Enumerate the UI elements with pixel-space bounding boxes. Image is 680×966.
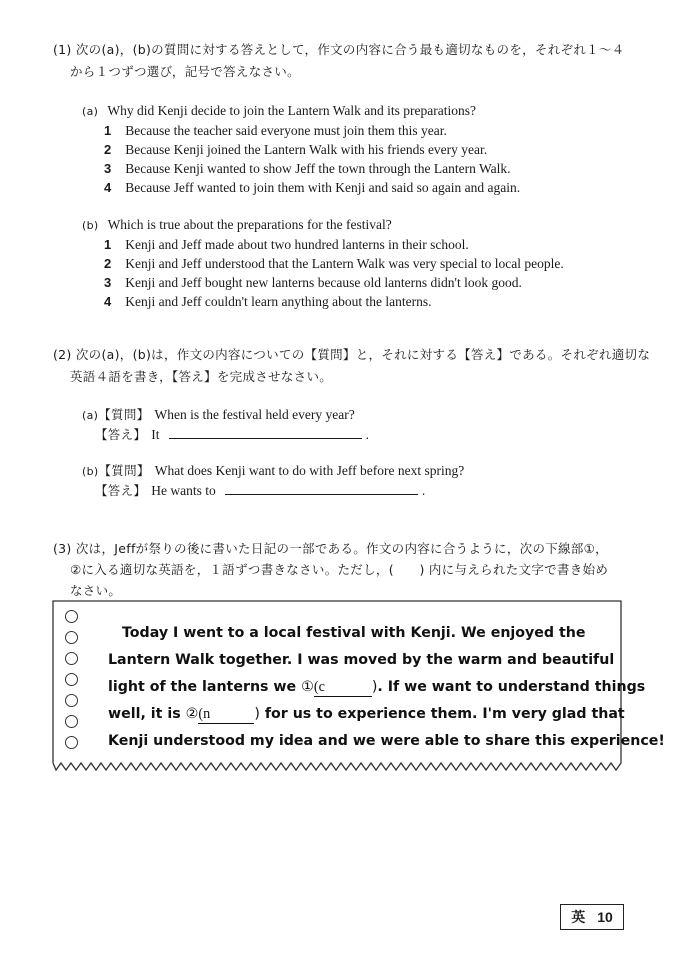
- q1b-choice-1: [104, 234, 469, 253]
- choice-text: Because Kenji joined the Lantern Walk with his friends every year.: [125, 142, 488, 157]
- q2a-label: (a): [82, 409, 99, 422]
- binder-ring-icon: [65, 652, 78, 665]
- q2b-answer-tag: 【答え】: [95, 483, 147, 498]
- diary-line-4-end: for us to experience them. I'm very glad that: [259, 706, 625, 722]
- q2b-answer-blank[interactable]: [225, 481, 418, 495]
- q1a-question-row: [82, 100, 476, 119]
- choice-number: 3: [104, 161, 112, 176]
- q2b-label: (b): [82, 465, 99, 478]
- diary-line-4: [108, 706, 625, 724]
- choice-text: Kenji and Jeff made about two hundred lanterns in their school.: [125, 237, 469, 252]
- q2a-answer-blank[interactable]: [169, 425, 362, 439]
- binder-ring-icon: [65, 610, 78, 623]
- q2b-question-row: [82, 460, 464, 479]
- choice-text: Kenji and Jeff bought new lanterns because old lanterns didn't look good.: [125, 275, 522, 290]
- q1a-choice-4: [104, 177, 520, 196]
- blank2-field[interactable]: [198, 706, 254, 724]
- q1a-choice-3: [104, 158, 511, 177]
- q2b-answer-start: He wants to: [151, 483, 216, 498]
- q1b-choice-2: [104, 253, 564, 272]
- q1b-label: (b): [82, 219, 99, 232]
- binder-ring-icon: [65, 736, 78, 749]
- choice-text: Because Kenji wanted to show Jeff the town through the Lantern Walk.: [125, 161, 511, 176]
- page-number: 10: [597, 909, 613, 925]
- q2-intro-line1: (2) 次の(a)，(b)は，作文の内容についての【質問】と，それに対する【答え】である。それぞれ適切な: [53, 347, 651, 362]
- blank1-close: ): [371, 679, 378, 695]
- q2a-question-row: [82, 404, 355, 423]
- q2a-question-tag: 【質問】: [98, 407, 150, 422]
- diary-line-1: Today I went to a local festival with Kenji. We enjoyed the: [122, 625, 586, 641]
- binder-ring-icon: [65, 715, 78, 728]
- choice-text: Kenji and Jeff understood that the Lantern Walk was very special to local people.: [125, 256, 564, 271]
- choice-text: Kenji and Jeff couldn't learn anything about the lanterns.: [125, 294, 432, 309]
- choice-number: 1: [104, 237, 112, 252]
- q2b-question-tag: 【質問】: [98, 463, 150, 478]
- blank1-letter: (c: [313, 679, 325, 695]
- choice-number: 2: [104, 142, 112, 157]
- choice-text: Because Jeff wanted to join them with Kenji and said so again and again.: [125, 180, 521, 195]
- diary-line-4-start: well, it is: [108, 706, 186, 722]
- diary-line-5: Kenji understood my idea and we were able to share this experience!: [108, 733, 665, 749]
- q2b-question: What does Kenji want to do with Jeff before next spring?: [154, 463, 465, 478]
- q3-intro-line3: なさい。: [70, 583, 122, 598]
- page-number-box: [560, 904, 624, 930]
- blank2-letter: (n: [198, 706, 211, 722]
- q2a-answer-tag: 【答え】: [95, 427, 147, 442]
- q1a-choice-1: [104, 120, 447, 139]
- q3-intro-line2: ②に入る適切な英語を，１語ずつ書きなさい。ただし，( ) 内に与えられた文字で書き始め: [70, 562, 609, 577]
- q3-intro-line1: (3) 次は，Jeffが祭りの後に書いた日記の一部である。作文の内容に合うように，次の下線部①，: [53, 541, 608, 556]
- q1-intro-line1: (1) 次の(a)，(b)の質問に対する答えとして，作文の内容に合う最も適切なものを，それぞれ１～４: [53, 42, 625, 57]
- subject-label: 英: [571, 910, 586, 926]
- q1b-choice-4: [104, 291, 431, 310]
- diary-line-3-start: light of the lanterns we: [108, 679, 302, 695]
- q1-intro-line2: から１つずつ選び，記号で答えなさい。: [70, 64, 300, 79]
- blank1-marker: ①: [301, 679, 314, 695]
- diary-line-3-end: . If we want to understand things: [377, 679, 646, 695]
- blank1-field[interactable]: [314, 679, 372, 697]
- blank2-marker: ②: [185, 706, 199, 722]
- q1b-choice-3: [104, 272, 522, 291]
- q2-intro-line2: 英語４語を書き，【答え】を完成させなさい。: [70, 369, 333, 384]
- choice-number: 3: [104, 275, 112, 290]
- choice-text: Because the teacher said everyone must join them this year.: [125, 123, 447, 138]
- q1a-label: (a): [82, 105, 99, 118]
- q1b-question: Which is true about the preparations for the festival?: [107, 217, 392, 232]
- choice-number: 4: [104, 294, 112, 309]
- diary-line-2: Lantern Walk together. I was moved by the warm and beautiful: [108, 652, 615, 668]
- choice-number: 1: [104, 123, 112, 138]
- choice-number: 2: [104, 256, 112, 271]
- q2b-answer-row: [95, 480, 425, 499]
- q2a-period: .: [365, 427, 370, 442]
- binder-ring-icon: [65, 631, 78, 644]
- q2a-answer-start: It: [151, 427, 160, 442]
- q1a-question: Why did Kenji decide to join the Lantern Walk and its preparations?: [107, 103, 477, 118]
- diary-line-3: [108, 679, 645, 697]
- q1b-question-row: [82, 214, 392, 233]
- binder-ring-icon: [65, 694, 78, 707]
- choice-number: 4: [104, 180, 112, 195]
- q2a-question: When is the festival held every year?: [154, 407, 355, 422]
- q2b-period: .: [421, 483, 426, 498]
- q1a-choice-2: [104, 139, 487, 158]
- binder-ring-icon: [65, 673, 78, 686]
- q2a-answer-row: [95, 424, 369, 443]
- blank2-close: ): [254, 706, 260, 722]
